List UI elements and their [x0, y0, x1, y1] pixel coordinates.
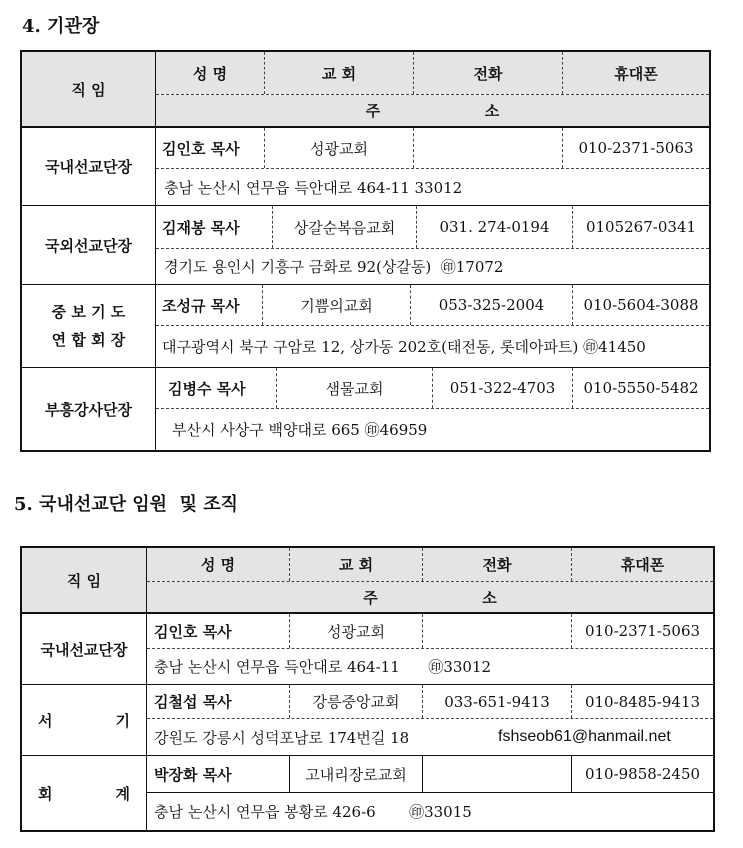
header-mobile: 휴대폰	[572, 548, 713, 581]
header-address: 주 소	[156, 95, 709, 126]
row-name: 김철섭 목사	[154, 693, 232, 711]
row-address: 충남 논산시 연무읍 득안대로 464-11 33012	[164, 178, 463, 197]
header-mobile: 휴대폰	[563, 52, 709, 94]
position-char-2: 기	[115, 711, 130, 730]
row-phone	[414, 128, 562, 168]
row-phone: 033-651-9413	[444, 692, 550, 711]
row-mobile: 010-8485-9413	[584, 692, 701, 711]
row-address: 강원도 강릉시 성덕포남로 174번길 18	[154, 728, 410, 747]
position-line-2: 연 합 회 장	[51, 331, 126, 349]
row-position	[22, 285, 155, 367]
row-position: 부흥강사단장	[45, 400, 132, 419]
position-char-2: 계	[115, 784, 130, 803]
header-church: 교 회	[290, 548, 422, 581]
position-char-1: 서	[38, 711, 53, 730]
header-name: 성 명	[156, 52, 264, 94]
header-position: 직 임	[22, 548, 146, 612]
row-name: 김인호 목사	[154, 622, 232, 641]
row-phone	[423, 614, 571, 648]
row-phone	[423, 756, 571, 792]
header-address: 주 소	[147, 582, 713, 612]
row-mobile: 010-9858-2450	[584, 765, 701, 783]
row-phone: 053-325-2004	[438, 296, 545, 314]
row-mobile: 010-2371-5063	[584, 622, 701, 640]
row-mobile: 0105267-0341	[585, 218, 697, 236]
row-church: 고내리장로교회	[305, 765, 407, 784]
row-church: 상갈순복음교회	[293, 218, 396, 237]
row-address: 부산시 사상구 백양대로 665 ㊞46959	[172, 421, 428, 439]
section5-table	[20, 546, 715, 832]
header-position: 직 임	[22, 52, 155, 126]
row-email[interactable]: fshseob61@hanmail.net	[498, 728, 671, 745]
section4-title: 4. 기관장	[22, 16, 100, 37]
position-char-1: 회	[38, 784, 53, 803]
header-phone: 전화	[414, 52, 562, 94]
row-position	[22, 756, 146, 830]
row-address: 충남 논산시 연무읍 득안대로 464-11 ㊞33012	[154, 658, 492, 676]
row-phone: 051-322-4703	[449, 379, 556, 397]
position-line-1: 중 보 기 도	[51, 303, 126, 321]
section4-table	[20, 50, 711, 452]
row-mobile: 010-5550-5482	[583, 379, 699, 397]
row-church: 성광교회	[327, 622, 385, 641]
row-position	[22, 685, 146, 755]
row-position: 국내선교단장	[45, 158, 132, 176]
row-name: 김인호 목사	[162, 139, 240, 158]
row-address: 경기도 용인시 기흥구 금화로 92(상갈동) ㊞17072	[164, 258, 504, 276]
header-phone: 전화	[423, 548, 571, 581]
row-church: 샘물교회	[325, 379, 384, 398]
row-address: 대구광역시 북구 구암로 12, 상가동 202호(태전동, 롯데아파트) ㊞41450	[162, 338, 646, 356]
row-position: 국외선교단장	[45, 236, 132, 255]
section5-title: 5. 국내선교단 임원 및 조직	[14, 494, 239, 515]
row-phone: 031. 274-0194	[439, 218, 550, 236]
row-name: 김재봉 목사	[162, 218, 240, 237]
row-church: 기쁨의교회	[300, 296, 373, 315]
row-name: 김병수 목사	[168, 379, 246, 398]
row-church: 강릉중앙교회	[312, 693, 400, 711]
header-church: 교 회	[265, 52, 413, 94]
row-mobile: 010-2371-5063	[578, 139, 694, 157]
row-mobile: 010-5604-3088	[583, 296, 699, 314]
row-address: 충남 논산시 연무읍 봉황로 426-6 ㊞33015	[154, 803, 472, 821]
header-name: 성 명	[147, 548, 289, 581]
row-name: 조성규 목사	[162, 296, 240, 315]
row-name: 박장화 목사	[154, 765, 232, 784]
row-position: 국내선교단장	[40, 640, 128, 659]
row-church: 성광교회	[310, 139, 368, 158]
